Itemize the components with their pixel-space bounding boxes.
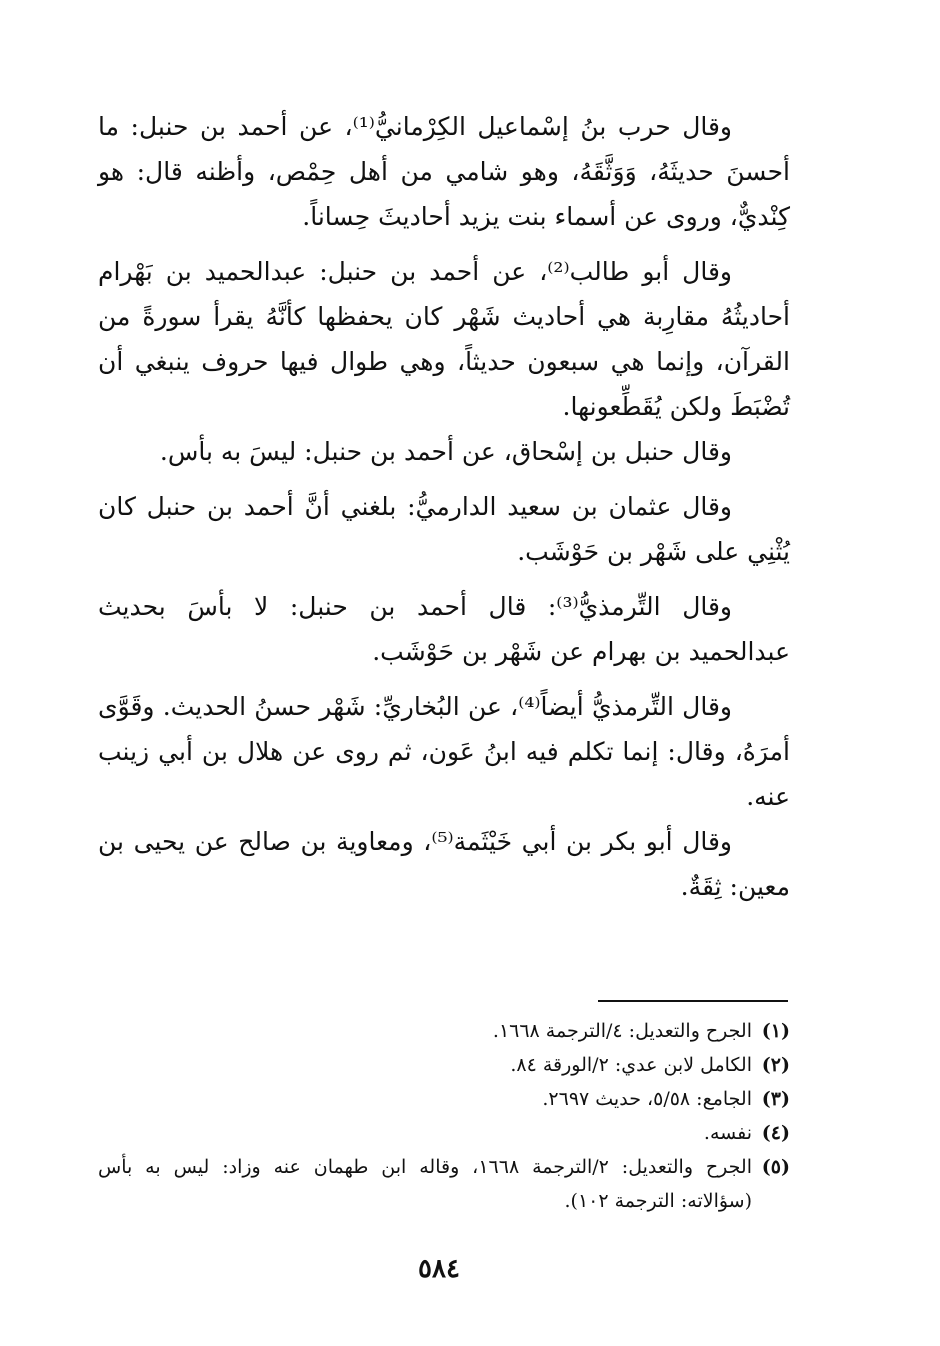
paragraph-hanbal-bin-ishaq: وقال حنبل بن إسْحاق، عن أحمد بن حنبل: ليسَ به بأس.	[159, 437, 732, 466]
paragraph-abu-talib: وقال أبو طالب⁽²⁾، عن أحمد بن حنبل: عبدالحميد بن بَهْرام أحاديثُهُ مقارِبة هي أحاديث شَهْر كان يحفظها كأنَّهُ يقرأ سورةً من القرآن، وإنما هي سبعون حديثاً، وهي طوال فيها حروف ينبغي أن تُضْبَطَ ولكن يُقَطِّعونها.	[98, 257, 791, 421]
paragraph-al-tirmidhi-al-bukhari: وقال التِّرمذيُّ أيضاً⁽⁴⁾، عن البُخاريِّ: شَهْر حسنُ الحديث. وقَوَّى أمرَهُ، وقال: إنما تكلم فيه ابنُ عَون، ثم روى عن هلال بن أبي زينب عنه.	[98, 692, 790, 811]
footnote-5	[98, 1150, 790, 1218]
paragraph-harb-al-kirmani: وقال حرب بنُ إسْماعيل الكِرْمانيُّ⁽¹⁾، عن أحمد بن حنبل: ما أحسنَ حديثَهُ، وَوَثَّقَهُ، وهو شامي من أهل حِمْص، وأظنه قال: هو كِنْديٌّ، وروى عن أسماء بنت يزيد أحاديثَ حِساناً.	[98, 112, 790, 231]
footnote-text: نفسه.	[703, 1122, 752, 1144]
footnote-text: الجرح والتعديل: ٢/الترجمة ١٦٦٨، وقاله ابن طهمان عنه وزاد: ليس به بأس (سؤالاته: الترجمة ١٠٢).	[98, 1156, 752, 1212]
footnote-1	[98, 1014, 790, 1048]
paragraph-al-tirmidhi: وقال التِّرمذيُّ⁽³⁾: قال أحمد بن حنبل: لا بأسَ بحديث عبدالحميد بن بهرام عن شَهْر بن حَوْشَب.	[98, 592, 790, 666]
footnote-number: (٥)	[761, 1156, 790, 1178]
footnote-number: (٢)	[761, 1054, 790, 1076]
footnote-number: (١)	[761, 1020, 790, 1042]
footnote-text: الجرح والتعديل: ٤/الترجمة ١٦٦٨.	[492, 1020, 752, 1042]
footnote-number: (٤)	[761, 1122, 790, 1144]
paragraph-uthman-al-darimi: وقال عثمان بن سعيد الدارميُّ: بلغني أنَّ أحمد بن حنبل كان يُثْنِي على شَهْر بن حَوْشَب.	[98, 492, 790, 566]
footnote-text: الجامع: ٥/٥٨، حديث ٢٦٩٧.	[542, 1088, 752, 1110]
footnote-2	[98, 1048, 790, 1082]
footnote-divider	[598, 1000, 788, 1002]
page-number: ٥٨٤	[418, 1254, 460, 1284]
footnote-number: (٣)	[761, 1088, 790, 1110]
footnote-3	[98, 1082, 790, 1116]
paragraph-abu-bakr-bin-abi-khaythama: وقال أبو بكر بن أبي خَيْثَمة⁽⁵⁾، ومعاوية بن صالح عن يحيى بن معين: ثِقَةٌ.	[98, 827, 790, 901]
body-text	[98, 104, 790, 909]
footnote-4	[98, 1116, 790, 1150]
footnote-text: الكامل لابن عدي: ٢/الورقة ٨٤.	[510, 1054, 752, 1076]
footnotes	[98, 1014, 790, 1218]
